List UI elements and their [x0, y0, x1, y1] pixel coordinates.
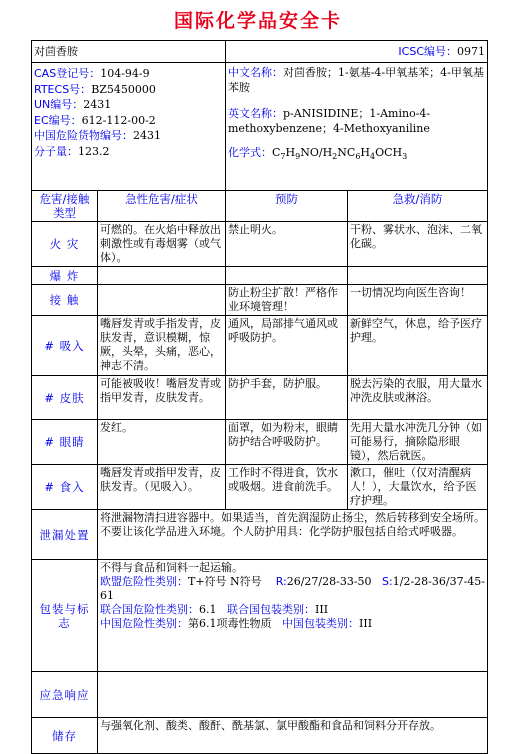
cas-value: 104-94-9: [100, 67, 150, 80]
names-cell: [226, 63, 488, 191]
hazard-type: # 食入: [32, 465, 98, 510]
storage-text: 与强氧化剂、酸类、酸酐、酰基氯、氯甲酸酯和食品和饲料分开存放。: [98, 718, 488, 754]
eu-class-line: [100, 575, 485, 603]
hazard-prevention: [226, 267, 348, 285]
spacer: [228, 136, 485, 146]
cn-goods-label: 中国危险货物编号：: [34, 129, 133, 142]
hazard-symptoms: 嘴唇发青或手指发青，皮肤发青，意识模糊，惊厥，头晕，头痛，恶心，神志不清。: [98, 316, 226, 376]
un-class-value: 6.1: [199, 603, 217, 616]
identifiers-row: [32, 63, 488, 191]
hazard-type: # 眼睛: [32, 420, 98, 465]
en-name-label: 英文名称：: [228, 107, 283, 120]
un-pack-label: 联合国包装类别：: [227, 603, 315, 616]
spill-label: 泄漏处置: [32, 510, 98, 560]
spill-row: [32, 510, 488, 560]
hazard-symptoms: [98, 285, 226, 316]
hazard-prevention: 工作时不得进食，饮水或吸烟。进食前洗手。: [226, 465, 348, 510]
hazard-type: 火 灾: [32, 222, 98, 267]
mw-label: 分子量：: [34, 144, 78, 158]
hazard-type: # 吸入: [32, 316, 98, 376]
header-row: [32, 191, 488, 222]
s-phrase-value: 1/2-28-36/37-45-61: [100, 575, 486, 602]
hazard-first-aid: 一切情况均向医生咨询！: [348, 285, 488, 316]
eu-class-value: T+符号 N符号: [188, 575, 262, 588]
hazard-symptoms: 发红。: [98, 420, 226, 465]
rtecs-label: RTECS号：: [34, 82, 92, 96]
cn-class-value: 第6.1项毒性物质: [188, 617, 272, 630]
formula-value: $C_7H_9NO/H_2NC_6H_4OCH_3$: [272, 146, 408, 162]
mw-line: [34, 144, 223, 160]
hazard-first-aid: 新鲜空气，休息，给予医疗护理。: [348, 316, 488, 376]
hazard-row-eyes: [32, 420, 488, 465]
identifiers-cell: [32, 63, 226, 191]
packaging-label: 包装与标志: [32, 560, 98, 672]
hazard-symptoms: [98, 267, 226, 285]
zh-name-line: [228, 66, 485, 95]
un-pack-value: III: [315, 603, 329, 616]
spill-text: 将泄漏物清扫进容器中。如果适当，首先润湿防止扬尘，然后转移到安全场所。不要让该化学品进入环境。个人防护用具：化学防护服包括自给式呼吸器。: [98, 510, 488, 560]
hazard-first-aid: 干粉、雾状水、泡沫、二氧化碳。: [348, 222, 488, 267]
icsc-label: ICSC编号：: [398, 44, 457, 58]
header-type: 危害/接触类型: [32, 191, 98, 222]
hazard-row-fire: [32, 222, 488, 267]
hazard-row-explosion: [32, 267, 488, 285]
un-value: 2431: [83, 98, 112, 111]
hazard-row-skin: [32, 376, 488, 420]
hazard-symptoms: 嘴唇发青或指甲发青，皮肤发青。（见吸入）。: [98, 465, 226, 510]
un-line: [34, 97, 223, 113]
chemical-name: 对茴香胺: [34, 44, 78, 58]
r-phrase-label: R:: [275, 575, 287, 588]
ec-label: EC编号：: [34, 113, 82, 127]
zh-name-value: 对茴香胺；1-氨基-4-甲氧基苯；4-甲氧基苯胺: [228, 66, 484, 94]
formula-line: [228, 146, 485, 165]
storage-row: [32, 718, 488, 754]
un-label: UN编号：: [34, 98, 84, 111]
emergency-label: 应急响应: [32, 672, 98, 718]
cas-label: CAS登记号：: [34, 67, 101, 80]
cn-pack-label: 中国包装类别：: [282, 617, 359, 630]
packaging-cell: [98, 560, 488, 672]
hazard-first-aid: 漱口，催吐（仅对清醒病人！），大量饮水，给予医疗护理。: [348, 465, 488, 510]
icsc-cell: [226, 41, 488, 63]
zh-name-label: 中文名称：: [228, 66, 283, 79]
packaging-line1: 不得与食品和饲料一起运输。: [100, 561, 243, 574]
spacer: [228, 95, 485, 107]
hazard-symptoms: 可燃的。在火焰中释放出刺激性或有毒烟雾（或气体）。: [98, 222, 226, 267]
emergency-text: [98, 672, 488, 718]
packaging-row: [32, 560, 488, 672]
hazard-type: # 皮肤: [32, 376, 98, 420]
ec-value: 612-112-00-2: [81, 113, 156, 127]
un-class-line: [100, 603, 485, 617]
rtecs-line: [34, 82, 223, 98]
cn-goods-line: [34, 128, 223, 144]
page-title: 国际化学品安全卡: [173, 10, 342, 32]
hazard-prevention: 通风，局部排气通风或呼吸防护。: [226, 316, 348, 376]
name-row: [32, 41, 488, 63]
hazard-prevention: 面罩，如为粉末，眼睛防护结合呼吸防护。: [226, 420, 348, 465]
hazard-symptoms: 可能被吸收！嘴唇发青或指甲发青，皮肤发青。: [98, 376, 226, 420]
hazard-first-aid: 先用大量水冲洗几分钟（如可能易行，摘除隐形眼镜），然后就医。: [348, 420, 488, 465]
header-symptoms: 急性危害/症状: [98, 191, 226, 222]
hazard-type: 接 触: [32, 285, 98, 316]
hazard-first-aid: [348, 267, 488, 285]
s-phrase-label: S:: [382, 575, 393, 588]
hazard-prevention: 禁止明火。: [226, 222, 348, 267]
emergency-row: [32, 672, 488, 718]
icsc-value: 0971: [457, 44, 485, 58]
header-first-aid: 急救/消防: [348, 191, 488, 222]
cn-class-label: 中国危险性类别：: [100, 617, 188, 630]
hazard-prevention: 防止粉尘扩散！严格作业环境管理！: [226, 285, 348, 316]
cas-line: [34, 66, 223, 82]
safety-card-table: [31, 40, 488, 754]
en-name-value: p-ANISIDINE；1-Amino-4-methoxybenzene；4-Methoxyaniline: [228, 107, 431, 135]
header-prevention: 预防: [226, 191, 348, 222]
hazard-first-aid: 脱去污染的衣服，用大量水冲洗皮肤或淋浴。: [348, 376, 488, 420]
r-phrase-value: 26/27/28-33-50: [286, 575, 372, 588]
hazard-row-inhalation: [32, 316, 488, 376]
un-class-label: 联合国危险性类别：: [100, 603, 199, 616]
eu-class-label: 欧盟危险性类别：: [100, 575, 188, 588]
hazard-prevention: 防护手套，防护服。: [226, 376, 348, 420]
ec-line: [34, 113, 223, 129]
cn-pack-value: III: [359, 617, 373, 630]
hazard-type: 爆 炸: [32, 267, 98, 285]
rtecs-value: BZ5450000: [91, 82, 156, 96]
mw-value: 123.2: [78, 144, 110, 158]
en-name-line: [228, 107, 485, 136]
cn-goods-value: 2431: [133, 129, 161, 142]
formula-label: 化学式：: [228, 146, 272, 159]
storage-label: 储存: [32, 718, 98, 754]
chemical-name-cell: [32, 41, 226, 63]
cn-class-line: [100, 617, 485, 631]
hazard-row-ingestion: [32, 465, 488, 510]
hazard-row-contact: [32, 285, 488, 316]
